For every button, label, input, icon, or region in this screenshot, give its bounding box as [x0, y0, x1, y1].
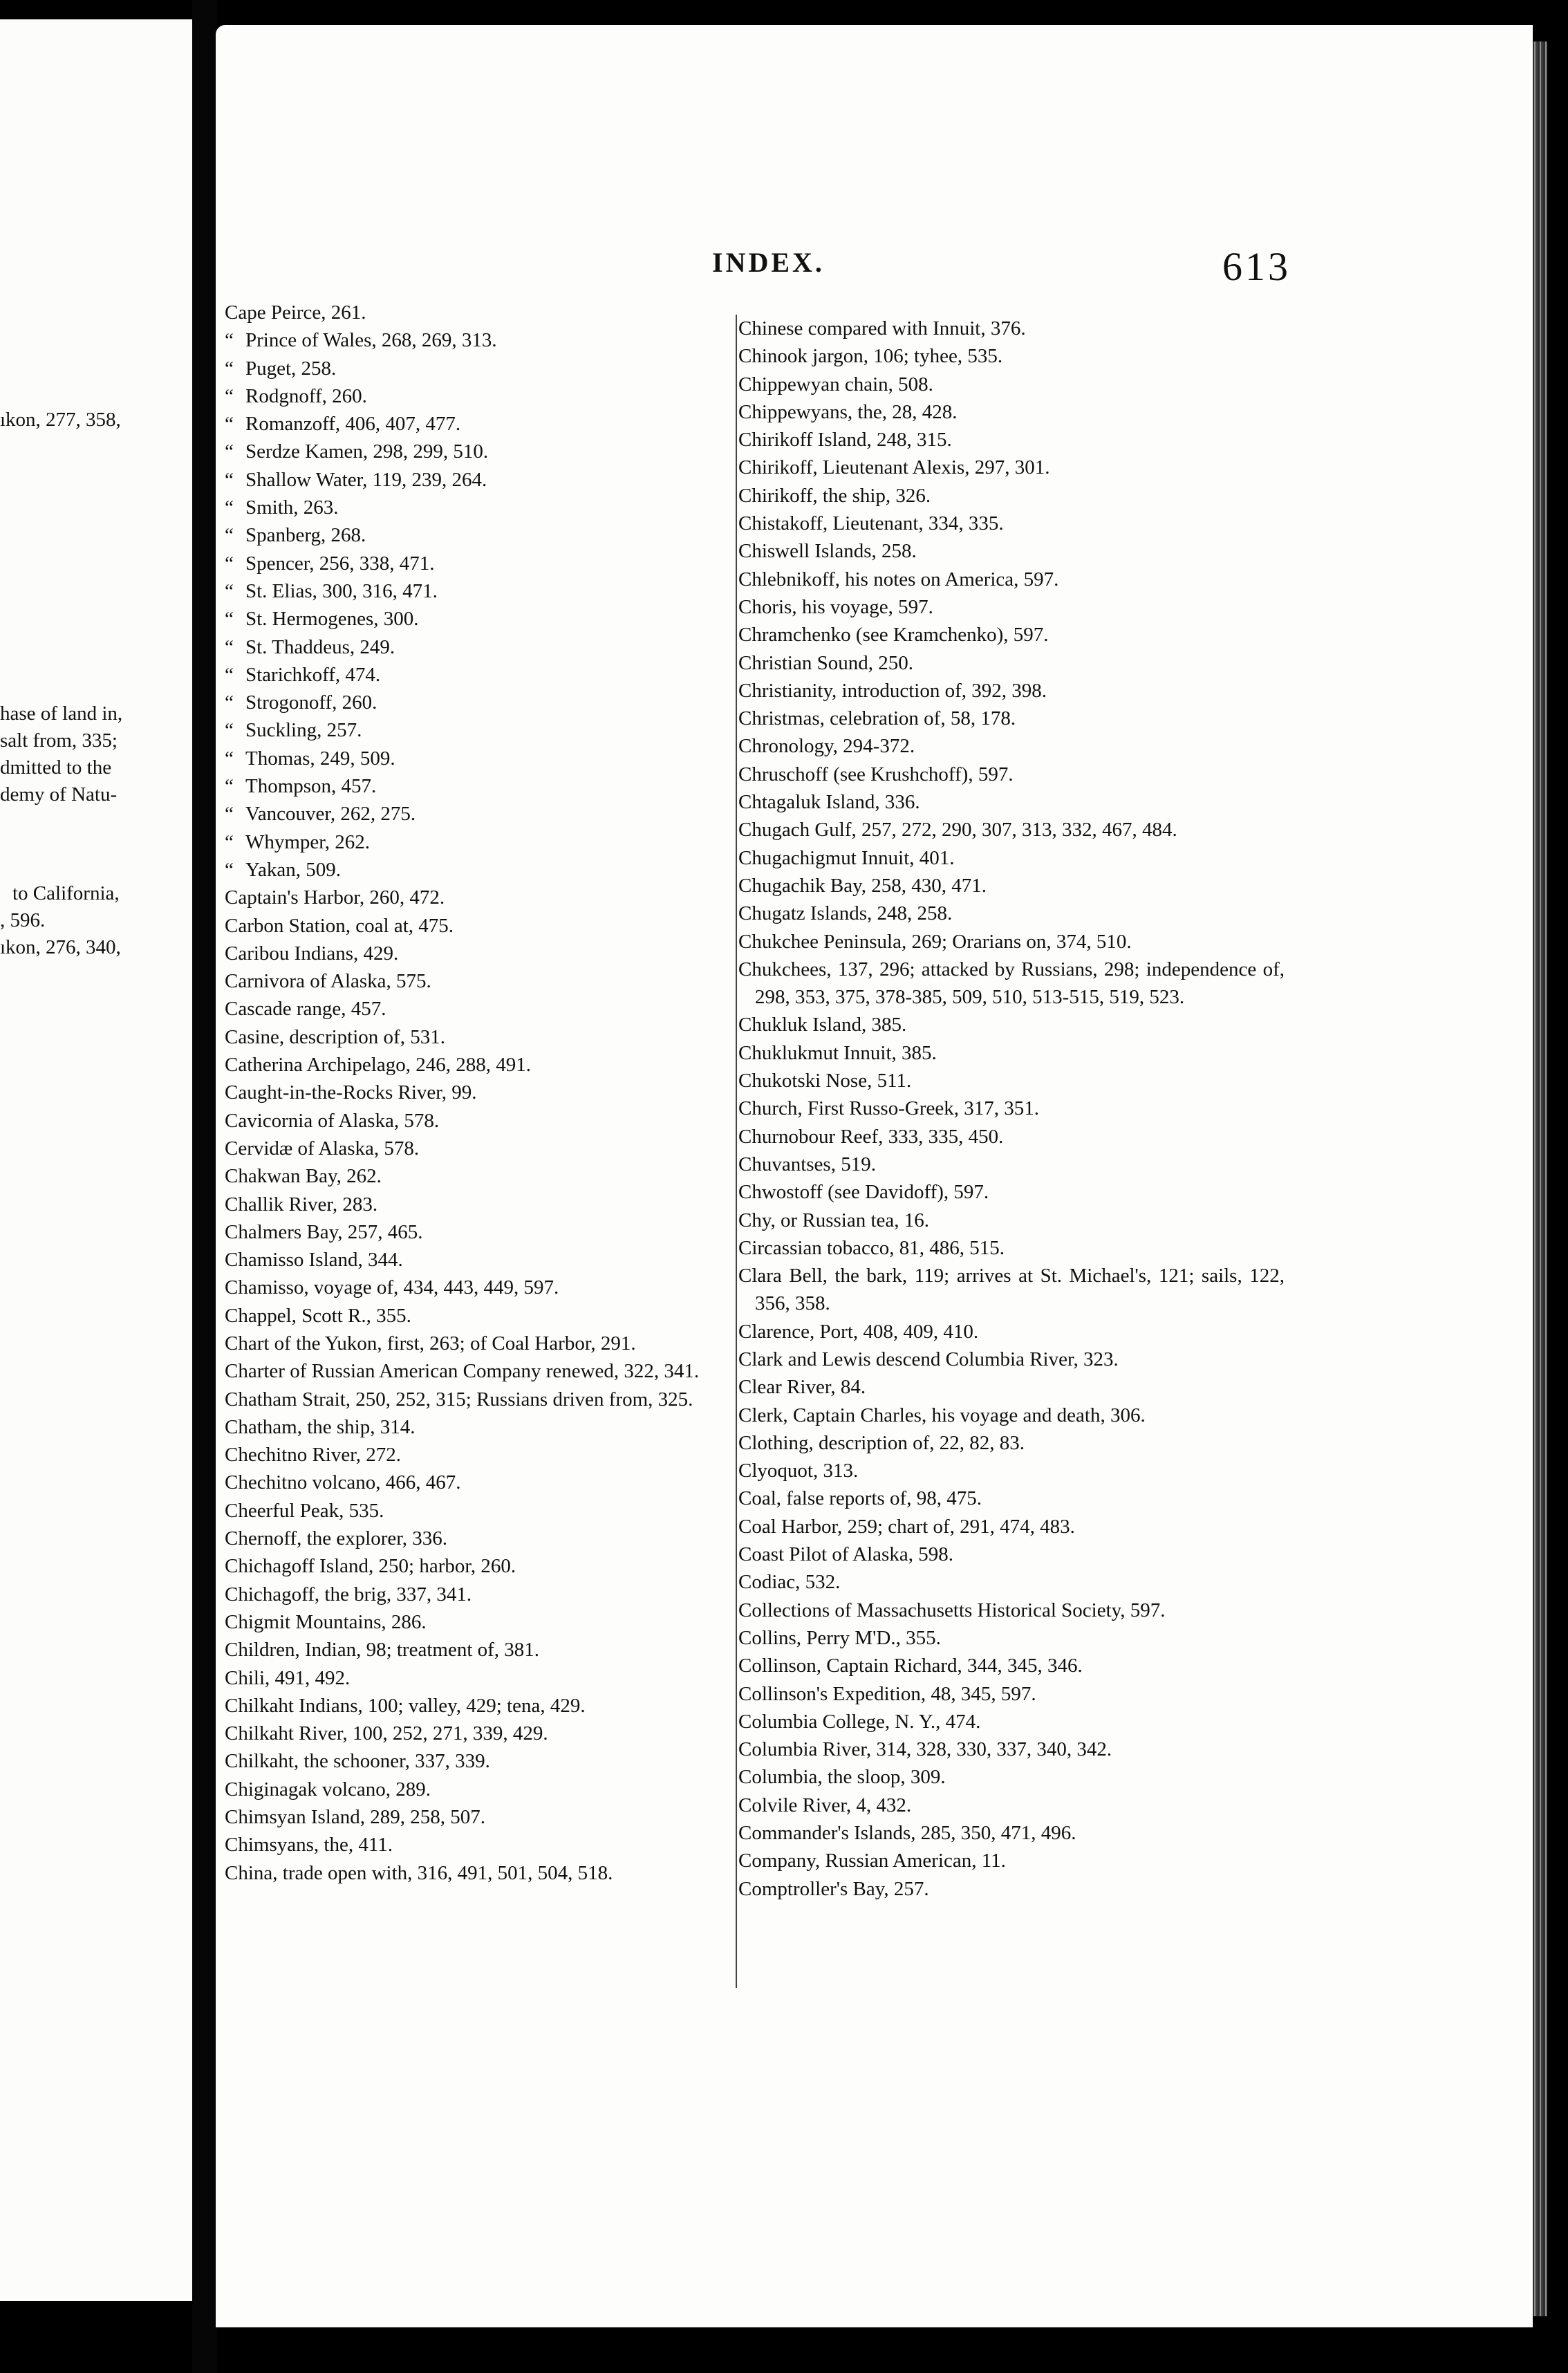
- index-subentry: “ Serdze Kamen, 298, 299, 510.: [225, 438, 736, 465]
- index-subentry: “ Strogonoff, 260.: [225, 689, 736, 716]
- left-page-fragment: to California,: [12, 882, 120, 904]
- index-entry: Chukluk Island, 385.: [738, 1014, 907, 1036]
- index-entry: Chappel, Scott R., 355.: [225, 1304, 411, 1327]
- index-column-right: [738, 315, 1285, 1903]
- index-entry: Codiac, 532.: [738, 1571, 841, 1594]
- index-entry: Chimsyans, the, 411.: [225, 1834, 393, 1856]
- index-entry: Cape Peirce, 261.: [225, 301, 366, 324]
- left-page-edge: [0, 19, 192, 2301]
- index-entry: Caribou Indians, 429.: [225, 942, 399, 965]
- index-entry: Churnobour Reef, 333, 335, 450.: [738, 1125, 1004, 1148]
- index-entry: Coast Pilot of Alaska, 598.: [738, 1543, 953, 1566]
- left-page-fragment: dmitted to the: [0, 756, 112, 779]
- index-entry: Collinson, Captain Richard, 344, 345, 346.: [738, 1655, 1083, 1677]
- left-page-fragment: hase of land in,: [0, 702, 123, 725]
- index-entry: Chamisso, voyage of, 434, 443, 449, 597.: [225, 1276, 559, 1299]
- index-entry: Chuvantses, 519.: [738, 1153, 876, 1175]
- left-page-fragment: salt from, 335;: [0, 729, 118, 752]
- index-entry: Columbia, the sloop, 309.: [738, 1766, 946, 1789]
- index-entry: Cavicornia of Alaska, 578.: [225, 1109, 440, 1132]
- index-entry: Chakwan Bay, 262.: [225, 1165, 382, 1188]
- index-entry: Casine, description of, 531.: [225, 1025, 445, 1048]
- index-entry: Circassian tobacco, 81, 486, 515.: [738, 1236, 1005, 1259]
- index-entry: Commander's Islands, 285, 350, 471, 496.: [738, 1822, 1076, 1845]
- index-entry: Chirikoff, the ship, 326.: [738, 484, 931, 507]
- index-subentry: “ Smith, 263.: [225, 494, 736, 521]
- index-entry: Captain's Harbor, 260, 472.: [225, 886, 445, 909]
- index-entry: Caught-in-the-Rocks River, 99.: [225, 1081, 477, 1104]
- index-subentry: “ Romanzoff, 406, 407, 477.: [225, 410, 736, 438]
- index-entry: Chlebnikoff, his notes on America, 597.: [738, 568, 1059, 590]
- left-page-fragment: ıkon, 276, 340,: [0, 936, 121, 958]
- index-entry: Chechitno volcano, 466, 467.: [225, 1471, 461, 1494]
- index-entry: Chirikoff Island, 248, 315.: [738, 429, 952, 452]
- index-entry: Chiginagak volcano, 289.: [225, 1778, 431, 1800]
- index-entry: Catherina Archipelago, 246, 288, 491.: [225, 1054, 531, 1077]
- index-entry: Chugachik Bay, 258, 430, 471.: [738, 874, 987, 897]
- index-entry: Cervidæ of Alaska, 578.: [225, 1137, 420, 1160]
- index-entry: Cascade range, 457.: [225, 998, 386, 1021]
- index-entry: Cheerful Peak, 535.: [225, 1499, 384, 1522]
- index-entry: Chiswell Islands, 258.: [738, 540, 917, 563]
- index-entry: Carnivora of Alaska, 575.: [225, 970, 431, 993]
- index-subentry: “ Puget, 258.: [225, 355, 736, 382]
- index-entry: Chimsyan Island, 289, 258, 507.: [225, 1806, 485, 1829]
- index-entry: Clarence, Port, 408, 409, 410.: [738, 1320, 979, 1343]
- index-entry: Chinese compared with Innuit, 376.: [738, 317, 1026, 339]
- index-entry: Chechitno River, 272.: [225, 1444, 401, 1467]
- index-entry: Company, Russian American, 11.: [738, 1850, 1006, 1872]
- index-entry: Chernoff, the explorer, 336.: [225, 1527, 448, 1550]
- index-subentry: “ Thomas, 249, 509.: [225, 745, 736, 772]
- index-subentry: “ Starichkoff, 474.: [225, 661, 736, 689]
- index-subentry: “ Spencer, 256, 338, 471.: [225, 550, 736, 577]
- index-entry: Chruschoff (see Krushchoff), 597.: [738, 763, 1014, 785]
- index-entry: Clerk, Captain Charles, his voyage and death, 306.: [738, 1404, 1146, 1426]
- index-entry: Chugach Gulf, 257, 272, 290, 307, 313, 332, 467, 484.: [738, 819, 1177, 841]
- index-subentry: “ Shallow Water, 119, 239, 264.: [225, 466, 736, 494]
- index-entry: Chilkaht River, 100, 252, 271, 339, 429.: [225, 1722, 548, 1745]
- index-subentry: “ Vancouver, 262, 275.: [225, 800, 736, 828]
- index-entry: Chirikoff, Lieutenant Alexis, 297, 301.: [738, 456, 1050, 479]
- index-entry: Chilkaht, the schooner, 337, 339.: [225, 1750, 490, 1773]
- index-entry: Christian Sound, 250.: [738, 651, 913, 674]
- index-subentry: “ St. Elias, 300, 316, 471.: [225, 577, 736, 605]
- page-number: 613: [1222, 244, 1291, 289]
- index-entry: Chugatz Islands, 248, 258.: [738, 902, 953, 925]
- index-entry: Chronology, 294-372.: [738, 735, 915, 758]
- index-entry: Clyoquot, 313.: [738, 1460, 859, 1482]
- index-entry: Chart of the Yukon, first, 263; of Coal Harbor, 291.: [225, 1332, 636, 1355]
- index-entry: Christmas, celebration of, 58, 178.: [738, 707, 1016, 730]
- index-entry: Clark and Lewis descend Columbia River, 323.: [738, 1348, 1119, 1370]
- index-entry: Collections of Massachusetts Historical Society, 597.: [738, 1599, 1166, 1621]
- index-entry: Comptroller's Bay, 257.: [738, 1877, 929, 1900]
- index-subentry: “ Suckling, 257.: [225, 716, 736, 744]
- index-entry: Clothing, description of, 22, 82, 83.: [738, 1431, 1025, 1454]
- left-page-fragment: demy of Natu-: [0, 783, 118, 806]
- index-entry: Choris, his voyage, 597.: [738, 595, 933, 618]
- index-entry: Chamisso Island, 344.: [225, 1249, 403, 1272]
- index-entry: Chy, or Russian tea, 16.: [738, 1209, 930, 1231]
- running-head: INDEX.: [712, 247, 825, 278]
- index-entry: Charter of Russian American Company renewed, 322, 341.: [225, 1360, 700, 1383]
- book-gutter: [192, 0, 217, 2373]
- index-entry: Chramchenko (see Kramchenko), 597.: [738, 624, 1049, 646]
- index-subentry: “ Yakan, 509.: [225, 856, 736, 884]
- index-entry: Chtagaluk Island, 336.: [738, 791, 920, 814]
- index-entry: Chatham, the ship, 314.: [225, 1415, 416, 1438]
- left-page-fragment: ıkon, 277, 358,: [0, 409, 121, 431]
- index-column-left: [225, 299, 736, 1887]
- index-entry: Chwostoff (see Davidoff), 597.: [738, 1181, 989, 1204]
- index-entry: Chukchee Peninsula, 269; Orarians on, 374, 510.: [738, 930, 1132, 953]
- index-entry: Chugachigmut Innuit, 401.: [738, 846, 955, 869]
- left-page-fragment: , 596.: [0, 909, 46, 931]
- index-entry: Coal Harbor, 259; chart of, 291, 474, 483.: [738, 1515, 1075, 1538]
- index-entry: Coal, false reports of, 98, 475.: [738, 1487, 982, 1510]
- index-subentry: “ St. Thaddeus, 249.: [225, 633, 736, 661]
- index-entry: Clear River, 84.: [738, 1376, 866, 1399]
- index-subentry: “ Rodgnoff, 260.: [225, 382, 736, 410]
- index-entry: Columbia College, N. Y., 474.: [738, 1710, 981, 1733]
- index-entry: Church, First Russo-Greek, 317, 351.: [738, 1097, 1039, 1120]
- index-entry: Chilkaht Indians, 100; valley, 429; tena, 429.: [225, 1694, 586, 1717]
- index-entry: Chalmers Bay, 257, 465.: [225, 1220, 423, 1243]
- index-entry: Chichagoff, the brig, 337, 341.: [225, 1583, 472, 1606]
- index-entry: Chinook jargon, 106; tyhee, 535.: [738, 345, 1003, 368]
- index-entry: Chatham Strait, 250, 252, 315; Russians driven from, 325.: [225, 1388, 693, 1411]
- index-entry: Collinson's Expedition, 48, 345, 597.: [738, 1682, 1036, 1705]
- index-entry: Children, Indian, 98; treatment of, 381.: [225, 1639, 540, 1662]
- index-subentry: “ St. Hermogenes, 300.: [225, 605, 736, 633]
- index-entry: Columbia River, 314, 328, 330, 337, 340, 342.: [738, 1738, 1112, 1761]
- index-entry: Christianity, introduction of, 392, 398.: [738, 679, 1047, 702]
- index-entry: Chili, 491, 492.: [225, 1666, 351, 1689]
- index-entry: Clara Bell, the bark, 119; arrives at St. Michael's, 121; sails, 122, 356, 358.: [738, 1265, 1285, 1315]
- index-entry: Chuklukmut Innuit, 385.: [738, 1041, 937, 1064]
- index-entry: China, trade open with, 316, 491, 501, 504, 518.: [225, 1861, 613, 1884]
- index-subentry: “ Whymper, 262.: [225, 828, 736, 856]
- index-entry: Chichagoff Island, 250; harbor, 260.: [225, 1555, 516, 1578]
- index-entry: Chukotski Nose, 511.: [738, 1070, 912, 1092]
- index-entry: Chistakoff, Lieutenant, 334, 335.: [738, 512, 1004, 535]
- index-entry: Chukchees, 137, 296; attacked by Russians, 298; independence of, 298, 353, 375, 378-385, 509, 510, 513-515, 519, 523.: [738, 958, 1285, 1009]
- index-subentry: “ Spanberg, 268.: [225, 521, 736, 549]
- index-entry: Chippewyan chain, 508.: [738, 373, 933, 396]
- index-subentry: “ Thompson, 457.: [225, 772, 736, 800]
- index-subentry: “ Prince of Wales, 268, 269, 313.: [225, 326, 736, 354]
- index-entry: Challik River, 283.: [225, 1193, 378, 1216]
- index-entry: Carbon Station, coal at, 475.: [225, 914, 454, 937]
- index-entry: Colvile River, 4, 432.: [738, 1794, 912, 1816]
- index-entry: Collins, Perry M'D., 355.: [738, 1626, 941, 1649]
- index-entry: Chippewyans, the, 28, 428.: [738, 400, 958, 423]
- index-entry: Chigmit Mountains, 286.: [225, 1610, 427, 1633]
